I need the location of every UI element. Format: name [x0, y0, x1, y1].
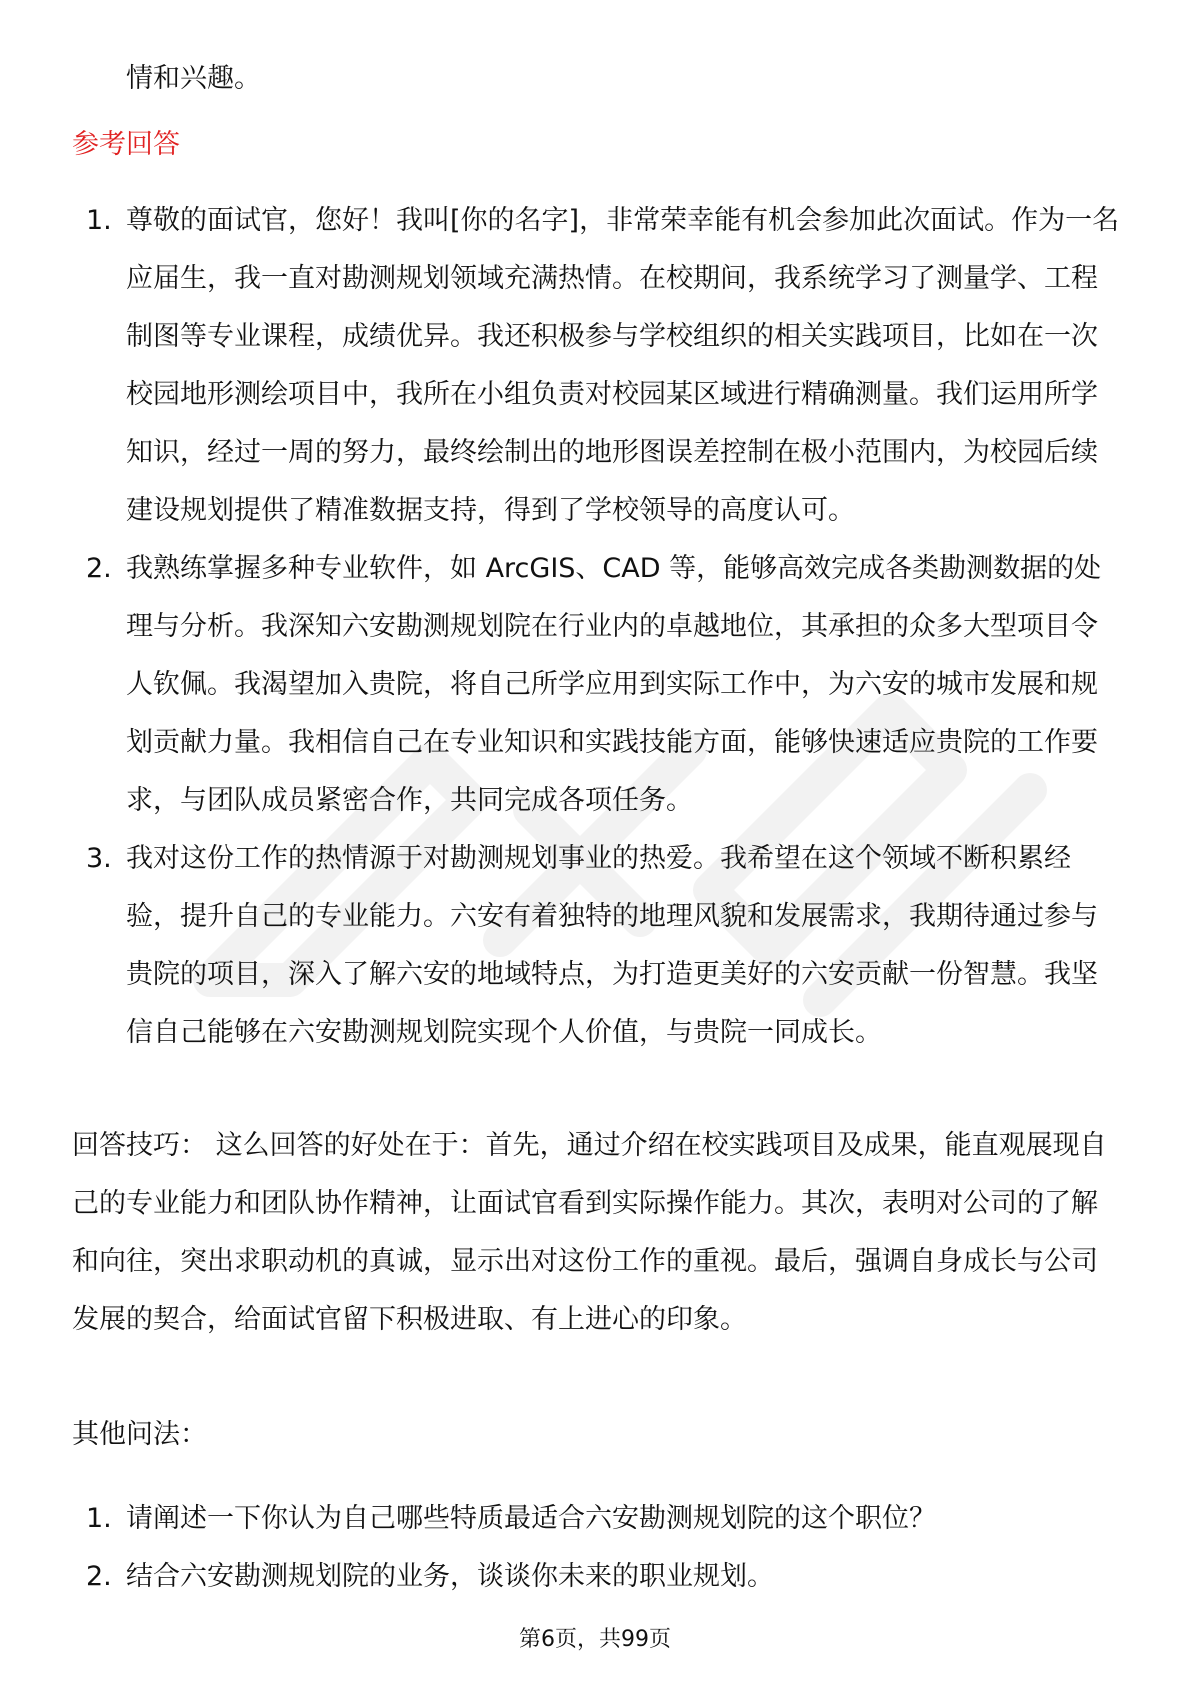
answer-text: 我对这份工作的热情源于对勘测规划事业的热爱。我希望在这个领域不断积累经验，提升自己的专业能力。六安有着独特的地理风貌和发展需求，我期待通过参与贵院的项目，深入了解六安的地域特点，为打造更美好的六安贡献一份智慧。我坚信自己能够在六安勘测规划院实现个人价值，与贵院一同成长。: [126, 843, 1098, 1048]
question-number: 1.: [86, 1503, 112, 1534]
other-questions-list: [72, 1490, 1122, 1606]
other-questions-title: 其他问法：: [72, 1419, 207, 1450]
answer-item-2: [72, 540, 1122, 830]
question-number: 2.: [86, 1561, 112, 1592]
section-title-reference-answer: 参考回答: [72, 129, 180, 160]
other-question-item-2: [72, 1548, 1122, 1606]
page-footer: 第6页，共99页: [519, 1627, 671, 1652]
answer-text: 尊敬的面试官，您好！我叫[你的名字]，非常荣幸能有机会参加此次面试。作为一名应届生，我一直对勘测规划领域充满热情。在校期间，我系统学习了测量学、工程制图等专业课程，成绩优异。我还积极参与学校组织的相关实践项目，比如在一次校园地形测绘项目中，我所在小组负责对校园某区域进行精确测量。我们运用所学知识，经过一周的努力，最终绘制出的地形图误差控制在极小范围内，为校园后续建设规划提供了精准数据支持，得到了学校领导的高度认可。: [126, 205, 1120, 526]
continuation-text: 情和兴趣。: [126, 63, 261, 94]
answer-list: [72, 192, 1122, 1062]
answer-number: 1.: [86, 205, 112, 236]
answer-item-3: [72, 830, 1122, 1062]
answer-number: 3.: [86, 843, 112, 874]
answer-text: 我熟练掌握多种专业软件，如 ArcGIS、CAD 等，能够高效完成各类勘测数据的处理与分析。我深知六安勘测规划院在行业内的卓越地位，其承担的众多大型项目令人钦佩。我渴望加入贵院，将自己所学应用到实际工作中，为六安的城市发展和规划贡献力量。我相信自己在专业知识和实践技能方面，能够快速适应贵院的工作要求，与团队成员紧密合作，共同完成各项任务。: [126, 553, 1102, 816]
answer-number: 2.: [86, 553, 112, 584]
question-text: 结合六安勘测规划院的业务，谈谈你未来的职业规划。: [126, 1561, 774, 1592]
other-question-item-1: [72, 1490, 1122, 1548]
question-text: 请阐述一下你认为自己哪些特质最适合六安勘测规划院的这个职位？: [126, 1503, 936, 1534]
answer-tips-paragraph: 回答技巧： 这么回答的好处在于：首先，通过介绍在校实践项目及成果，能直观展现自己的专业能力和团队协作精神，让面试官看到实际操作能力。其次，表明对公司的了解和向往，突出求职动机的真诚，显示出对这份工作的重视。最后，强调自身成长与公司发展的契合，给面试官留下积极进取、有上进心的印象。: [72, 1130, 1107, 1335]
answer-item-1: [72, 192, 1122, 540]
